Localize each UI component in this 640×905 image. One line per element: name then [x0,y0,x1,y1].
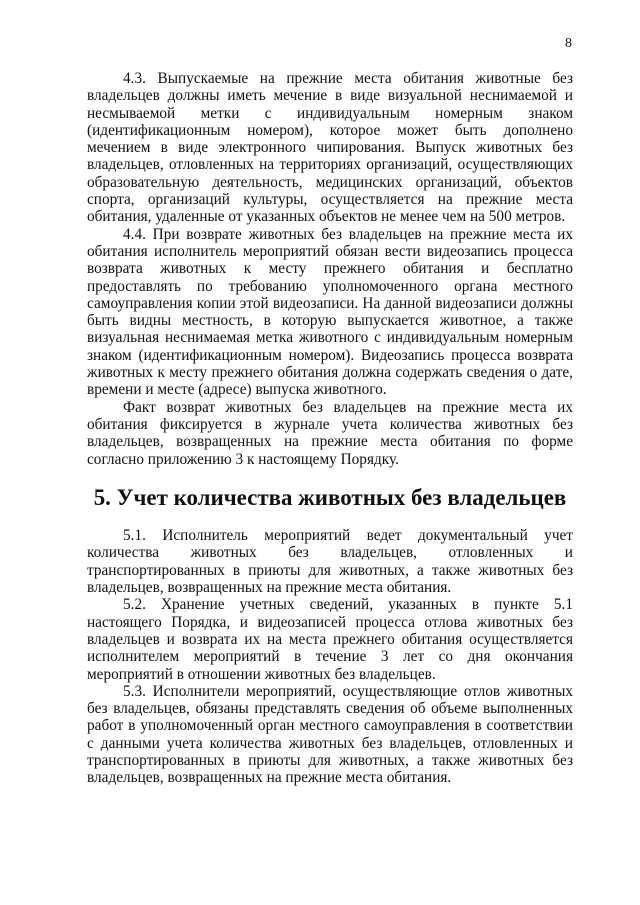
paragraph-5-1: 5.1. Исполнитель мероприятий ведет документальный учет количества животных без владельцев, отловленных и транспортированных в приюты для животных, а также животных без владельцев, возвращенных на прежние места обитания. [87,527,573,597]
paragraph-4-3: 4.3. Выпускаемые на прежние места обитания животные без владельцев должны иметь мечение в виде визуальной неснимаемой и несмываемой метки с индивидуальным номерным знаком (идентификационным номером), которое может быть дополнено мечением в виде электронного чипирования. Выпуск животных без владельцев, отловленных на территориях организаций, осуществляющих образовательную деятельность, медицинских организаций, объектов спорта, организаций культуры, осуществляется на прежние места обитания, удаленные от указанных объектов не менее чем на 500 метров. [87,70,573,226]
section-heading: 5. Учет количества животных без владельцев [93,484,567,510]
paragraph-5-3: 5.3. Исполнители мероприятий, осуществляющие отлов животных без владельцев, обязаны представлять сведения об объеме выполненных работ в уполномоченный орган местного самоуправления в соответствии с данными учета количества животных без владельцев, отловленных и транспортированных в приюты для животных, а также животных без владельцев, возвращенных на прежние места обитания. [87,682,573,787]
page-number: 8 [565,36,572,51]
document-body [87,70,573,787]
paragraph-5-2: 5.2. Хранение учетных сведений, указанных в пункте 5.1 настоящего Порядка, и видеозаписей процесса отлова животных без владельцев и возврата их на места прежнего обитания осуществляется исполнителем мероприятий в течение 3 лет со дня окончания мероприятий в отношении животных без владельцев. [87,596,573,683]
paragraph-return-fact: Факт возврат животных без владельцев на прежние места их обитания фиксируется в журнале учета количества животных без владельцев, возвращенных на прежние места обитания по форме согласно приложению 3 к настоящему Порядку. [87,398,573,468]
paragraph-4-4: 4.4. При возврате животных без владельцев на прежние места их обитания исполнитель мероприятий обязан вести видеозапись процесса возврата животных к месту прежнего обитания и бесплатно предоставлять по требованию уполномоченного органа местного самоуправления копии этой видеозаписи. На данной видеозаписи должны быть видны местность, в которую выпускается животное, а также визуальная неснимаемая метка животного с индивидуальным номерным знаком (идентификационным номером). Видеозапись процесса возврата животных к месту прежнего обитания должна содержать сведения о дате, времени и месте (адресе) выпуска животного. [87,225,573,399]
